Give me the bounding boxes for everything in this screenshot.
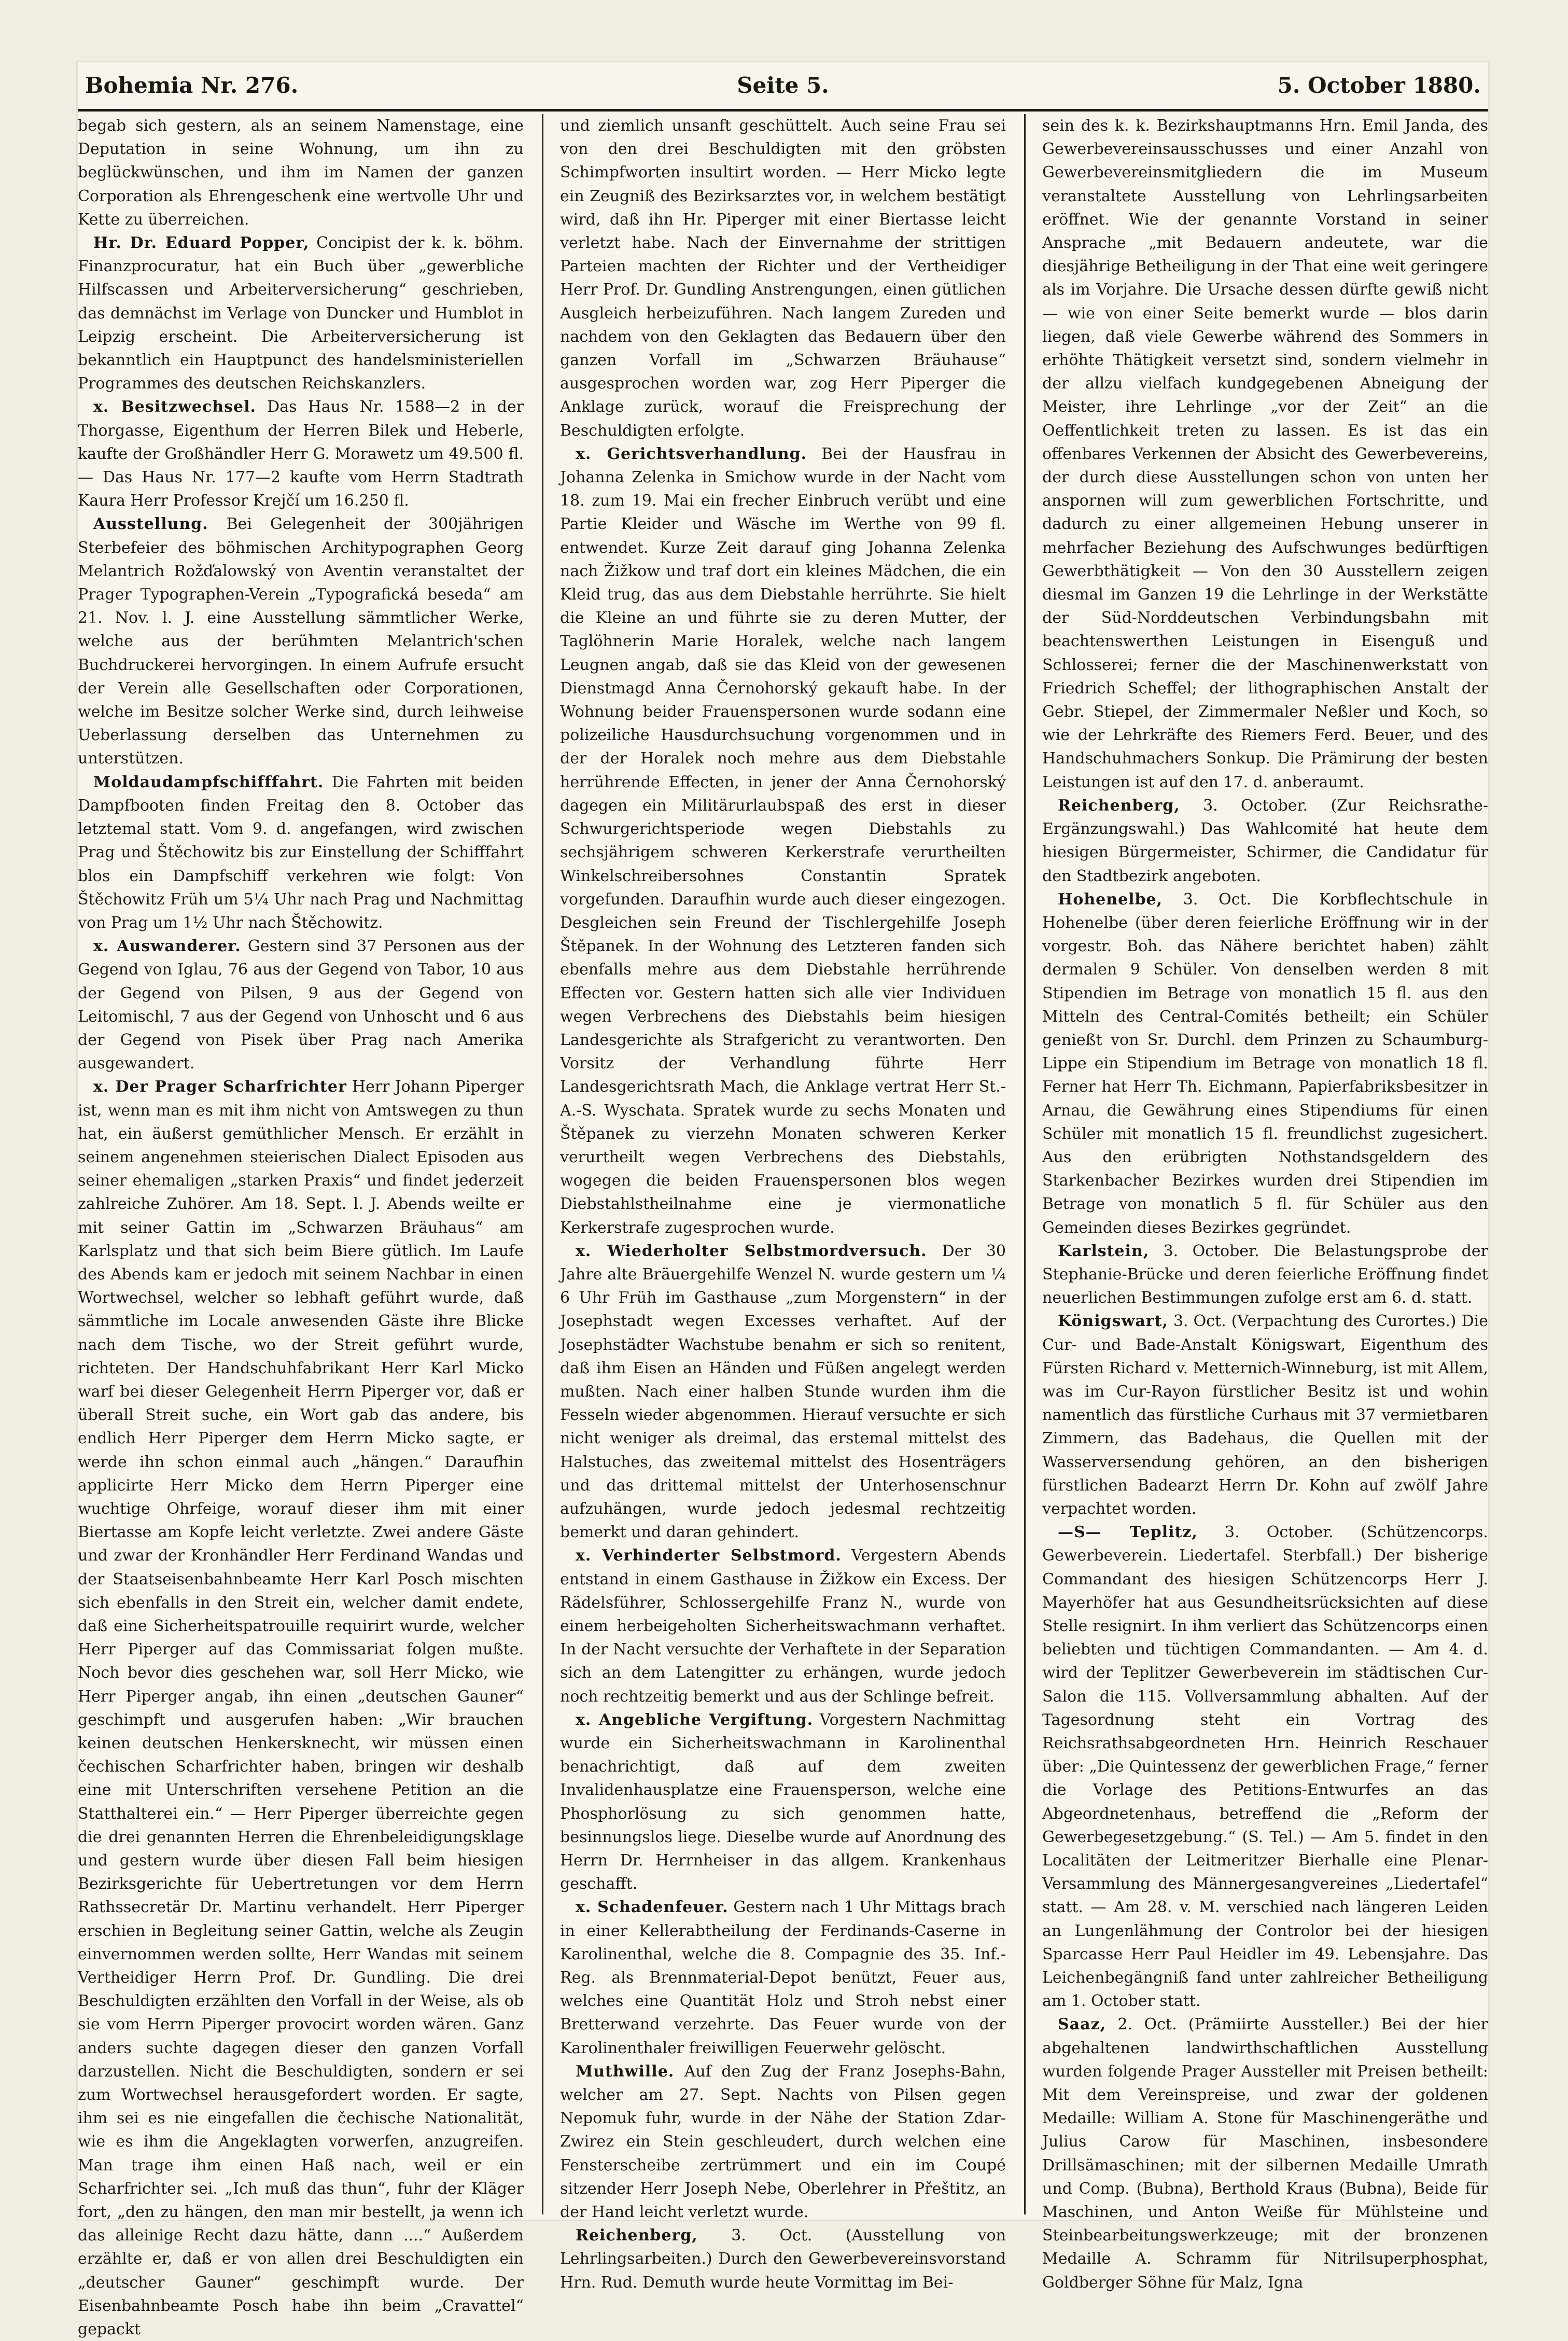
article-text: Gestern sind 37 Personen aus der Gegend von Iglau, 76 aus der Gegend von Tabor, 10 aus der Gegend von Pilsen, 9 aus der Gegend von Leitomischl, 7 aus der Gegend von Unhoscht und 6 aus der Gegend von Pisek über Prag nach Amerika ausgewandert. — [78, 937, 524, 1073]
issue-date: 5. October 1880. — [1277, 73, 1481, 98]
article — [560, 1708, 1006, 1896]
article-heading: Muthwille. — [576, 2062, 675, 2081]
article-text: Herr Johann Piperger ist, wenn man es mit ihm nicht von Amtswegen zu thun hat, ein äußerst gemüthlicher Mensch. Er erzählt in seinem angenehmen steierischen Dialect Episoden aus seiner ehemaligen „starken Praxis“ und findet jederzeit zahlreiche Zuhörer. Am 18. Sept. l. J. Abends weilte er mit seiner Gattin im „Schwarzen Bräuhaus“ am Karlsplatz und that sich beim Biere gütlich. Im Laufe des Abends kam er jedoch mit seinem Nachbar in einen Wortwechsel, welcher so lebhaft geführt wurde, daß sämmtliche im Locale anwesenden Gäste ihre Blicke nach dem Tische, wo der Streit geführt wurde, richteten. Der Handschuhfabrikant Herr Karl Micko warf bei dieser Gelegenheit Herrn Piperger vor, daß er überall Streit suche, ein Wort gab das andere, bis endlich Herr Piperger dem Herrn Micko sagte, er werde ihn schon einmal auch „hängen.“ Daraufhin applicirte Herr Micko dem Herrn Piperger eine wuchtige Ohrfeige, worauf dieser ihm mit einer Biertasse am Kopfe leicht verletzte. Zwei andere Gäste und zwar der Kronhändler Herr Ferdinand Wandas und der Staatseisenbahnbeamte Herr Karl Posch mischten sich ebenfalls in den Streit ein, welcher damit endete, daß eine Sicherheitspatrouille requirirt wurde, welcher Herr Piperger auf das Commissariat folgen mußte. Noch bevor dies geschehen war, soll Herr Micko, wie Herr Piperger angab, ihn einen „deutschen Gauner“ geschimpft und ausgerufen haben: „Wir brauchen keinen deutschen Henkersknecht, wir müssen einen čechischen Scharfrichter haben, bringen wir deshalb eine mit Unterschriften versehene Petition an die Statthalterei ein.“ — Herr Piperger überreichte gegen die drei genannten Herren die Ehrenbeleidigungsklage und gestern wurde über diesen Fall beim hiesigen Bezirksgerichte für Uebertretungen vor dem Herrn Rathssecretär Dr. Martinu verhandelt. Herr Piperger erschien in Begleitung seiner Gattin, welche als Zeugin einvernommen werden sollte, Herr Wandas mit seinem Vertheidiger Herrn Prof. Dr. Gundling. Die drei Beschuldigten erzählten den Vorfall in der Weise, als ob sie vom Herrn Piperger provocirt worden wären. Ganz anders suchte dagegen dieser den ganzen Vorfall darzustellen. Nicht die Beschuldigten, sondern er sei zum Wortwechsel herausgefordert worden. Er sagte, ihm sei es nie eingefallen die čechische Nationalität, wie es ihm die Angeklagten vorwerfen, anzugreifen. Man trage ihm einen Haß nach, weil er ein Scharfrichter sei. „Ich muß das thun“, fuhr der Kläger fort, „den zu hängen, den man mir bestellt, ja wenn ich das alleinige Recht dazu hätte, dann ....“ Außerdem erzählte er, daß er von allen drei Beschuldigten ein „deutscher Gauner“ geschimpft wurde. Der Eisenbahnbeamte Posch habe ihn beim „Cravattel“ gepackt — [78, 1078, 524, 2339]
article-text: Das Haus Nr. 1588—2 in der Thorgasse, Eigenthum der Herren Bilek und Heberle, kaufte der Großhändler Herr G. Morawetz um 49.500 fl. — Das Haus Nr. 177—2 kaufte vom Herrn Stadtrath Kaura Herr Professor Krejčí um 16.250 fl. — [78, 398, 524, 510]
article-text: Bei Gelegenheit der 300jährigen Sterbefeier des böhmischen Architypographen Georg Melantrich Rožďalowský von Aventin veranstaltet der Prager Typographen-Verein „Typografická beseda“ am 21. Nov. l. J. eine Ausstellung sämmtlicher Werke, welche aus der berühmten Melantrich'schen Buchdruckerei hervorgingen. In einem Aufrufe ersucht der Verein alle Gesellschaften oder Corporationen, welche im Besitze solcher Werke sind, durch leihweise Ueberlassung derselben das Unternehmen zu unterstützen. — [78, 515, 524, 768]
article-text: 3. Oct. (Verpachtung des Curortes.) Die Cur- und Bade-Anstalt Königswart, Eigenthum des Fürsten Richard v. Metternich-Winneburg, ist mit Allem, was im Cur-Rayon fürstlicher Besitz ist und wohin namentlich das fürstliche Curhaus mit 37 vermietbaren Zimmern, das Badehaus, die Quellen mit der Wasserversendung gehören, an den bisherigen fürstlichen Badearzt Herrn Dr. Kohn auf zwölf Jahre verpachtet worden. — [1042, 1312, 1488, 1518]
article-text: Die Fahrten mit beiden Dampfbooten finden Freitag den 8. October das letztemal statt. Vom 9. d. angefangen, wird zwischen Prag und Štěchowitz bis zur Einstellung der Schifffahrt blos ein Dampfschiff verkehren wie folgt: Von Štěchowitz Früh um 5¼ Uhr nach Prag und Nachmittag von Prag um 1½ Uhr nach Štěchowitz. — [78, 773, 524, 932]
column-1 — [78, 114, 524, 2339]
article — [560, 114, 1006, 442]
article-text: sein des k. k. Bezirkshauptmanns Hrn. Emil Janda, des Gewerbevereinsausschusses und einer Anzahl von Gewerbevereinsmitgliedern die im Museum veranstaltete Ausstellung von Lehrlingsarbeiten eröffnet. Wie der genannte Vorstand in seiner Ansprache „mit Bedauern andeutete, war die diesjährige Betheiligung in der That eine weit geringere als im Vorjahre. Die Ursache dessen dürfte gewiß nicht — wie von einer Seite bemerkt wurde — blos darin liegen, daß viele Gewerbe während des Sommers in erhöhte Thätigkeit versetzt sind, sondern vielmehr in der allzu vielfach kundgegebenen Abneigung der Meister, ihre Lehrlinge „vor der Zeit“ an die Oeffentlichkeit treten zu lassen. Es ist das ein offenbares Verkennen der Absicht des Gewerbevereins, der durch diese Ausstellungen schon von unten her anspornen will zum gewerblichen Fortschritte, und dadurch zu einer allgemeinen Hebung unserer in mehrfacher Beziehung des Aufschwunges bedürftigen Gewerbthätigkeit — Von den 30 Ausstellern zeigen diesmal im Ganzen 19 die Lehrlinge in der Werkstätte der Süd-Norddeutschen Verbindungsbahn mit beachtenswerthen Leistungen in Eisenguß und Schlosserei; ferner die der Maschinenwerkstatt von Friedrich Scheffel; der lithographischen Anstalt der Gebr. Stiepel, der Zimmermaler Neßler und Koch, so wie der Lehrkräfte des Riemers Ferd. Beuer, und des Handschuhmachers Sonkup. Die Prämirung der besten Leistungen ist auf den 17. d. anberaumt. — [1042, 117, 1488, 791]
article-heading: x. Verhinderter Selbstmord. — [576, 1546, 842, 1565]
page-header — [78, 62, 1488, 112]
article — [78, 935, 524, 1075]
paper-issue: Bohemia Nr. 276. — [85, 73, 299, 98]
page-number: Seite 5. — [737, 73, 829, 98]
article — [78, 231, 524, 395]
article-text: 3. October. Die Belastungsprobe der Stephanie-Brücke und deren feierliche Eröffnung findet neuerlichen Bestimmungen zufolge erst am 6. d. statt. — [1042, 1242, 1488, 1307]
newspaper-page — [78, 62, 1488, 2339]
article-text: 2. Oct. (Prämiirte Aussteller.) Bei der hier abgehaltenen landwirthschaftlichen Ausstellung wurden folgende Prager Aussteller mit Preisen betheilt: Mit dem Vereinspreise, und zwar der goldenen Medaille: William A. Stone für Maschinengeräthe und Julius Carow für Maschinen, insbesondere Drillsämaschinen; mit der silbernen Medaille Umrath und Comp. (Bubna), Berthold Kraus (Bubna), Beide für Maschinen, und Anton Weiße für Mühlsteine und Steinbearbeitungswerkzeuge; mit der bronzenen Medaille A. Schramm für Nitrilsuperphosphat, Goldberger Söhne für Malz, Igna — [1042, 2015, 1488, 2292]
article-text: Auf den Zug der Franz Josephs-Bahn, welcher am 27. Sept. Nachts von Pilsen gegen Nepomuk fuhr, wurde in der Nähe der Station Zdar-Zwirez ein Stein geschleudert, durch welchen eine Fensterscheibe zertrümmert und ein im Coupé sitzender Herr Joseph Nebe, Oberlehrer in Přeštitz, an der Hand leicht verletzt wurde. — [560, 2062, 1006, 2222]
article — [1042, 114, 1488, 794]
article-heading: x. Schadenfeuer. — [576, 1898, 729, 1917]
article — [78, 512, 524, 770]
article-text: 3. Oct. Die Korbflechtschule in Hohenelbe (über deren feierliche Eröffnung wir in der vorgestr. Boh. das Nähere berichtet haben) zählt dermalen 9 Schüler. Von denselben werden 8 mit Stipendien im Betrage von monatlich 15 fl. aus den Mitteln des Central-Comités betheilt; ein Schüler genießt von Sr. Durchl. dem Prinzen zu Schaumburg-Lippe ein Stipendium im Betrage von monatlich 18 fl. Ferner hat Herr Th. Eichmann, Papierfabriksbesitzer in Arnau, die Gewährung eines Stipendiums für einen Schüler mit monatlich 15 fl. freundlichst zugesichert. Aus den erübrigten Nothstandsgeldern des Starkenbacher Bezirkes wurden drei Stipendien im Betrage von monatlich 5 fl. für Schüler aus den Gemeinden dieses Bezirkes gegründet. — [1042, 890, 1488, 1237]
article — [1042, 1521, 1488, 2013]
article-heading: Hr. Dr. Eduard Popper, — [93, 234, 310, 253]
article-text: Der 30 Jahre alte Bräuergehilfe Wenzel N. wurde gestern um ¼ 6 Uhr Früh im Gasthause „zum Morgenstern“ in der Josephstadt wegen Excesses verhaftet. Auf der Josephstädter Wachstube benahm er sich so renitent, daß ihm Eisen an Händen und Füßen angelegt werden mußten. Nach einer halben Stunde wurden ihm die Fesseln wieder abgenommen. Hierauf versuchte er sich nicht weniger als dreimal, das erstemal mittelst des Halstuches, das zweitemal mittelst des Hosenträgers und das drittemal mittelst der Unterhosenschnur aufzuhängen, wurde jedoch jedesmal rechtzeitig bemerkt und daran gehindert. — [560, 1242, 1006, 1542]
article — [560, 1239, 1006, 1544]
article-heading: x. Auswanderer. — [93, 937, 241, 956]
column-3 — [1042, 114, 1488, 2292]
article-heading: x. Wiederholter Selbstmordversuch. — [576, 1242, 927, 1260]
article-text: Concipist der k. k. böhm. Finanzprocuratur, hat ein Buch über „gewerbliche Hilfscassen und Arbeiterversicherung“ geschrieben, das demnächst im Verlage von Duncker und Humblot in Leipzig erscheint. Die Arbeiterversicherung ist bekanntlich ein Hauptpunct des handelsministeriellen Programmes des deutschen Reichskanzlers. — [78, 234, 524, 393]
article-text: 3. Oct. (Ausstellung von Lehrlingsarbeiten.) Durch den Gewerbevereinsvorstand Hrn. Rud. Demuth wurde heute Vormittag im Bei- — [560, 2226, 1006, 2292]
column-divider — [1024, 114, 1026, 2214]
article — [560, 2224, 1006, 2294]
article-heading: —S— Teplitz, — [1058, 1523, 1198, 1542]
article-heading: Karlstein, — [1058, 1242, 1150, 1260]
article-heading: x. Besitzwechsel. — [93, 398, 256, 416]
article-text: Bei der Hausfrau in Johanna Zelenka in Smichow wurde in der Nacht vom 18. zum 19. Mai ein frecher Einbruch verübt und eine Partie Kleider und Wäsche im Werthe von 99 fl. entwendet. Kurze Zeit darauf ging Johanna Zelenka nach Žižkow und traf dort ein kleines Mädchen, die ein Kleid trug, das aus dem Diebstahle herrührte. Sie hielt die Kleine an und führte sie zu deren Mutter, der Taglöhnerin Marie Horalek, welche nach langem Leugnen angab, daß sie das Kleid von der gewesenen Dienstmagd Anna Černohorský gekauft habe. In der Wohnung beider Frauenspersonen wurde sodann eine polizeiliche Hausdurchsuchung vorgenommen und in der der Horalek noch mehre aus dem Diebstahle herrührende Effecten, in jener der Anna Černohorský dagegen ein Militärurlaubspaß des erst in dieser Schwurgerichtsperiode wegen Diebstahls zu sechsjährigem schweren Kerkerstrafe verurtheilten Winkelschreibersohnes Constantin Spratek vorgefunden. Daraufhin wurde auch dieser eingezogen. Desgleichen sein Freund der Tischlergehilfe Joseph Štěpanek. In der Wohnung des Letzteren fanden sich ebenfalls mehre aus dem Diebstahle herrührende Effecten vor. Gestern hatten sich alle vier Individuen wegen Verbrechens des Diebstahls beim hiesigen Landesgerichte als Strafgericht zu verantworten. Den Vorsitz der Verhandlung führte Herr Landesgerichtsrath Mach, die Anklage vertrat Herr St.-A.-S. Wyschata. Spratek wurde zu sechs Monaten und Štěpanek zu vierzehn Monaten schweren Kerker verurtheilt wegen Verbrechens des Diebstahls, wogegen die beiden Frauenspersonen blos wegen Diebstahlstheilnahme eine je viermonatliche Kerkerstrafe zugesprochen wurde. — [560, 444, 1006, 1237]
article-text: Vergestern Abends entstand in einem Gasthause in Žižkow ein Excess. Der Rädelsführer, Schlossergehilfe Franz N., wurde von einem herbeigeholten Sicherheitswachmann verhaftet. In der Nacht versuchte der Verhaftete in der Separation sich an dem Latengitter zu erhängen, wurde jedoch noch rechtzeitig bemerkt und aus der Schlinge befreit. — [560, 1546, 1006, 1706]
article-text: und ziemlich unsanft geschüttelt. Auch seine Frau sei von den drei Beschuldigten mit den gröbsten Schimpfworten insultirt worden. — Herr Micko legte ein Zeugniß des Bezirksarztes vor, in welchem bestätigt wird, daß ihn Hr. Piperger mit einer Biertasse leicht verletzt habe. Nach der Einvernahme der strittigen Parteien machten der Richter und der Vertheidiger Herr Prof. Dr. Gundling Anstrengungen, einen gütlichen Ausgleich herbeizuführen. Nach langem Zureden und nachdem von den Geklagten das Bedauern über den ganzen Vorfall im „Schwarzen Bräuhause“ ausgesprochen worden war, zog Herr Piperger die Anklage zurück, worauf die Freisprechung der Beschuldigten erfolgte. — [560, 117, 1006, 440]
article-text: Gestern nach 1 Uhr Mittags brach in einer Kellerabtheilung der Ferdinands-Caserne in Karolinenthal, welche die 8. Compagnie des 35. Inf.-Reg. als Brennmaterial-Depot benützt, Feuer aus, welches eine Quantität Holz und Stroh nebst einer Bretterwand verzehrte. Das Feuer wurde von der Karolinenthaler freiwilligen Feuerwehr gelöscht. — [560, 1898, 1006, 2057]
article — [1042, 1239, 1488, 1310]
article — [560, 1896, 1006, 2059]
article-heading: x. Der Prager Scharfrichter — [93, 1078, 347, 1096]
article-heading: x. Gerichtsverhandlung. — [576, 444, 807, 463]
article — [560, 1544, 1006, 1708]
column-2 — [560, 114, 1006, 2292]
article — [1042, 1309, 1488, 1521]
article — [1042, 888, 1488, 1239]
article-heading: x. Angebliche Vergiftung. — [576, 1710, 814, 1729]
article-text: 3. October. (Zur Reichsrathe-Ergänzungswahl.) Das Wahlcomité hat heute dem hiesigen Bürgermeister, Schirmer, die Candidatur für den Stadtbezirk angeboten. — [1042, 796, 1488, 885]
column-divider — [542, 114, 543, 2214]
article — [78, 395, 524, 512]
article — [78, 114, 524, 231]
article — [78, 1075, 524, 2341]
article-heading: Reichenberg, — [1058, 796, 1180, 815]
article — [1042, 794, 1488, 888]
article-heading: Königswart, — [1058, 1312, 1168, 1331]
article-text: 3. October. (Schützencorps. Gewerbeverein. Liedertafel. Sterbfall.) Der bisherige Commandant des hiesigen Schützencorps Herr J. Mayerhöfer hat aus Gesundheitsrücksichten auf diese Stelle resignirt. In ihm verliert das Schützencorps einen beliebten und tüchtigen Commandanten. — Am 4. d. wird der Teplitzer Gewerbeverein im städtischen Cur-Salon die 115. Vollversammlung abhalten. Auf der Tagesordnung steht ein Vortrag des Reichsrathsabgeordneten Hrn. Heinrich Reschauer über: „Die Quintessenz der gewerblichen Frage,“ ferner die Vorlage des Petitions-Entwurfes an das Abgeordnetenhaus, betreffend die „Reform der Gewerbegesetzgebung.“ (S. Tel.) — Am 5. findet in den Localitäten der Leitmeritzer Bierhalle eine Plenar-Versammlung des Männergesangvereines „Liedertafel“ statt. — Am 28. v. M. verschied nach längeren Leiden an Lungenlähmung der Controlor bei der hiesigen Sparcasse Herr Paul Heidler im 49. Lebensjahre. Das Leichenbegängniß fand unter zahlreicher Betheiligung am 1. October statt. — [1042, 1523, 1488, 2011]
article-heading: Ausstellung. — [93, 515, 208, 534]
article-heading: Reichenberg, — [576, 2226, 698, 2245]
article — [1042, 2013, 1488, 2294]
article-heading: Hohenelbe, — [1058, 890, 1163, 909]
article — [78, 771, 524, 935]
article-heading: Saaz, — [1058, 2015, 1107, 2034]
article-heading: Moldaudampfschifffahrt. — [93, 773, 324, 791]
article-text: Vorgestern Nachmittag wurde ein Sicherheitswachmann in Karolinenthal benachrichtigt, daß auf dem zweiten Invalidenhausplatze eine Frauensperson, welche eine Phosphorlösung zu sich genommen hatte, besinnungslos liege. Dieselbe wurde auf Anordnung des Herrn Dr. Herrnheiser in das allgem. Krankenhaus geschafft. — [560, 1710, 1006, 1893]
article — [560, 442, 1006, 1239]
article-text: begab sich gestern, als an seinem Namenstage, eine Deputation in seine Wohnung, um ihn zu beglückwünschen, und ihm im Namen der ganzen Corporation als Ehrengeschenk eine wertvolle Uhr und Kette zu überreichen. — [78, 117, 524, 229]
article — [560, 2060, 1006, 2224]
